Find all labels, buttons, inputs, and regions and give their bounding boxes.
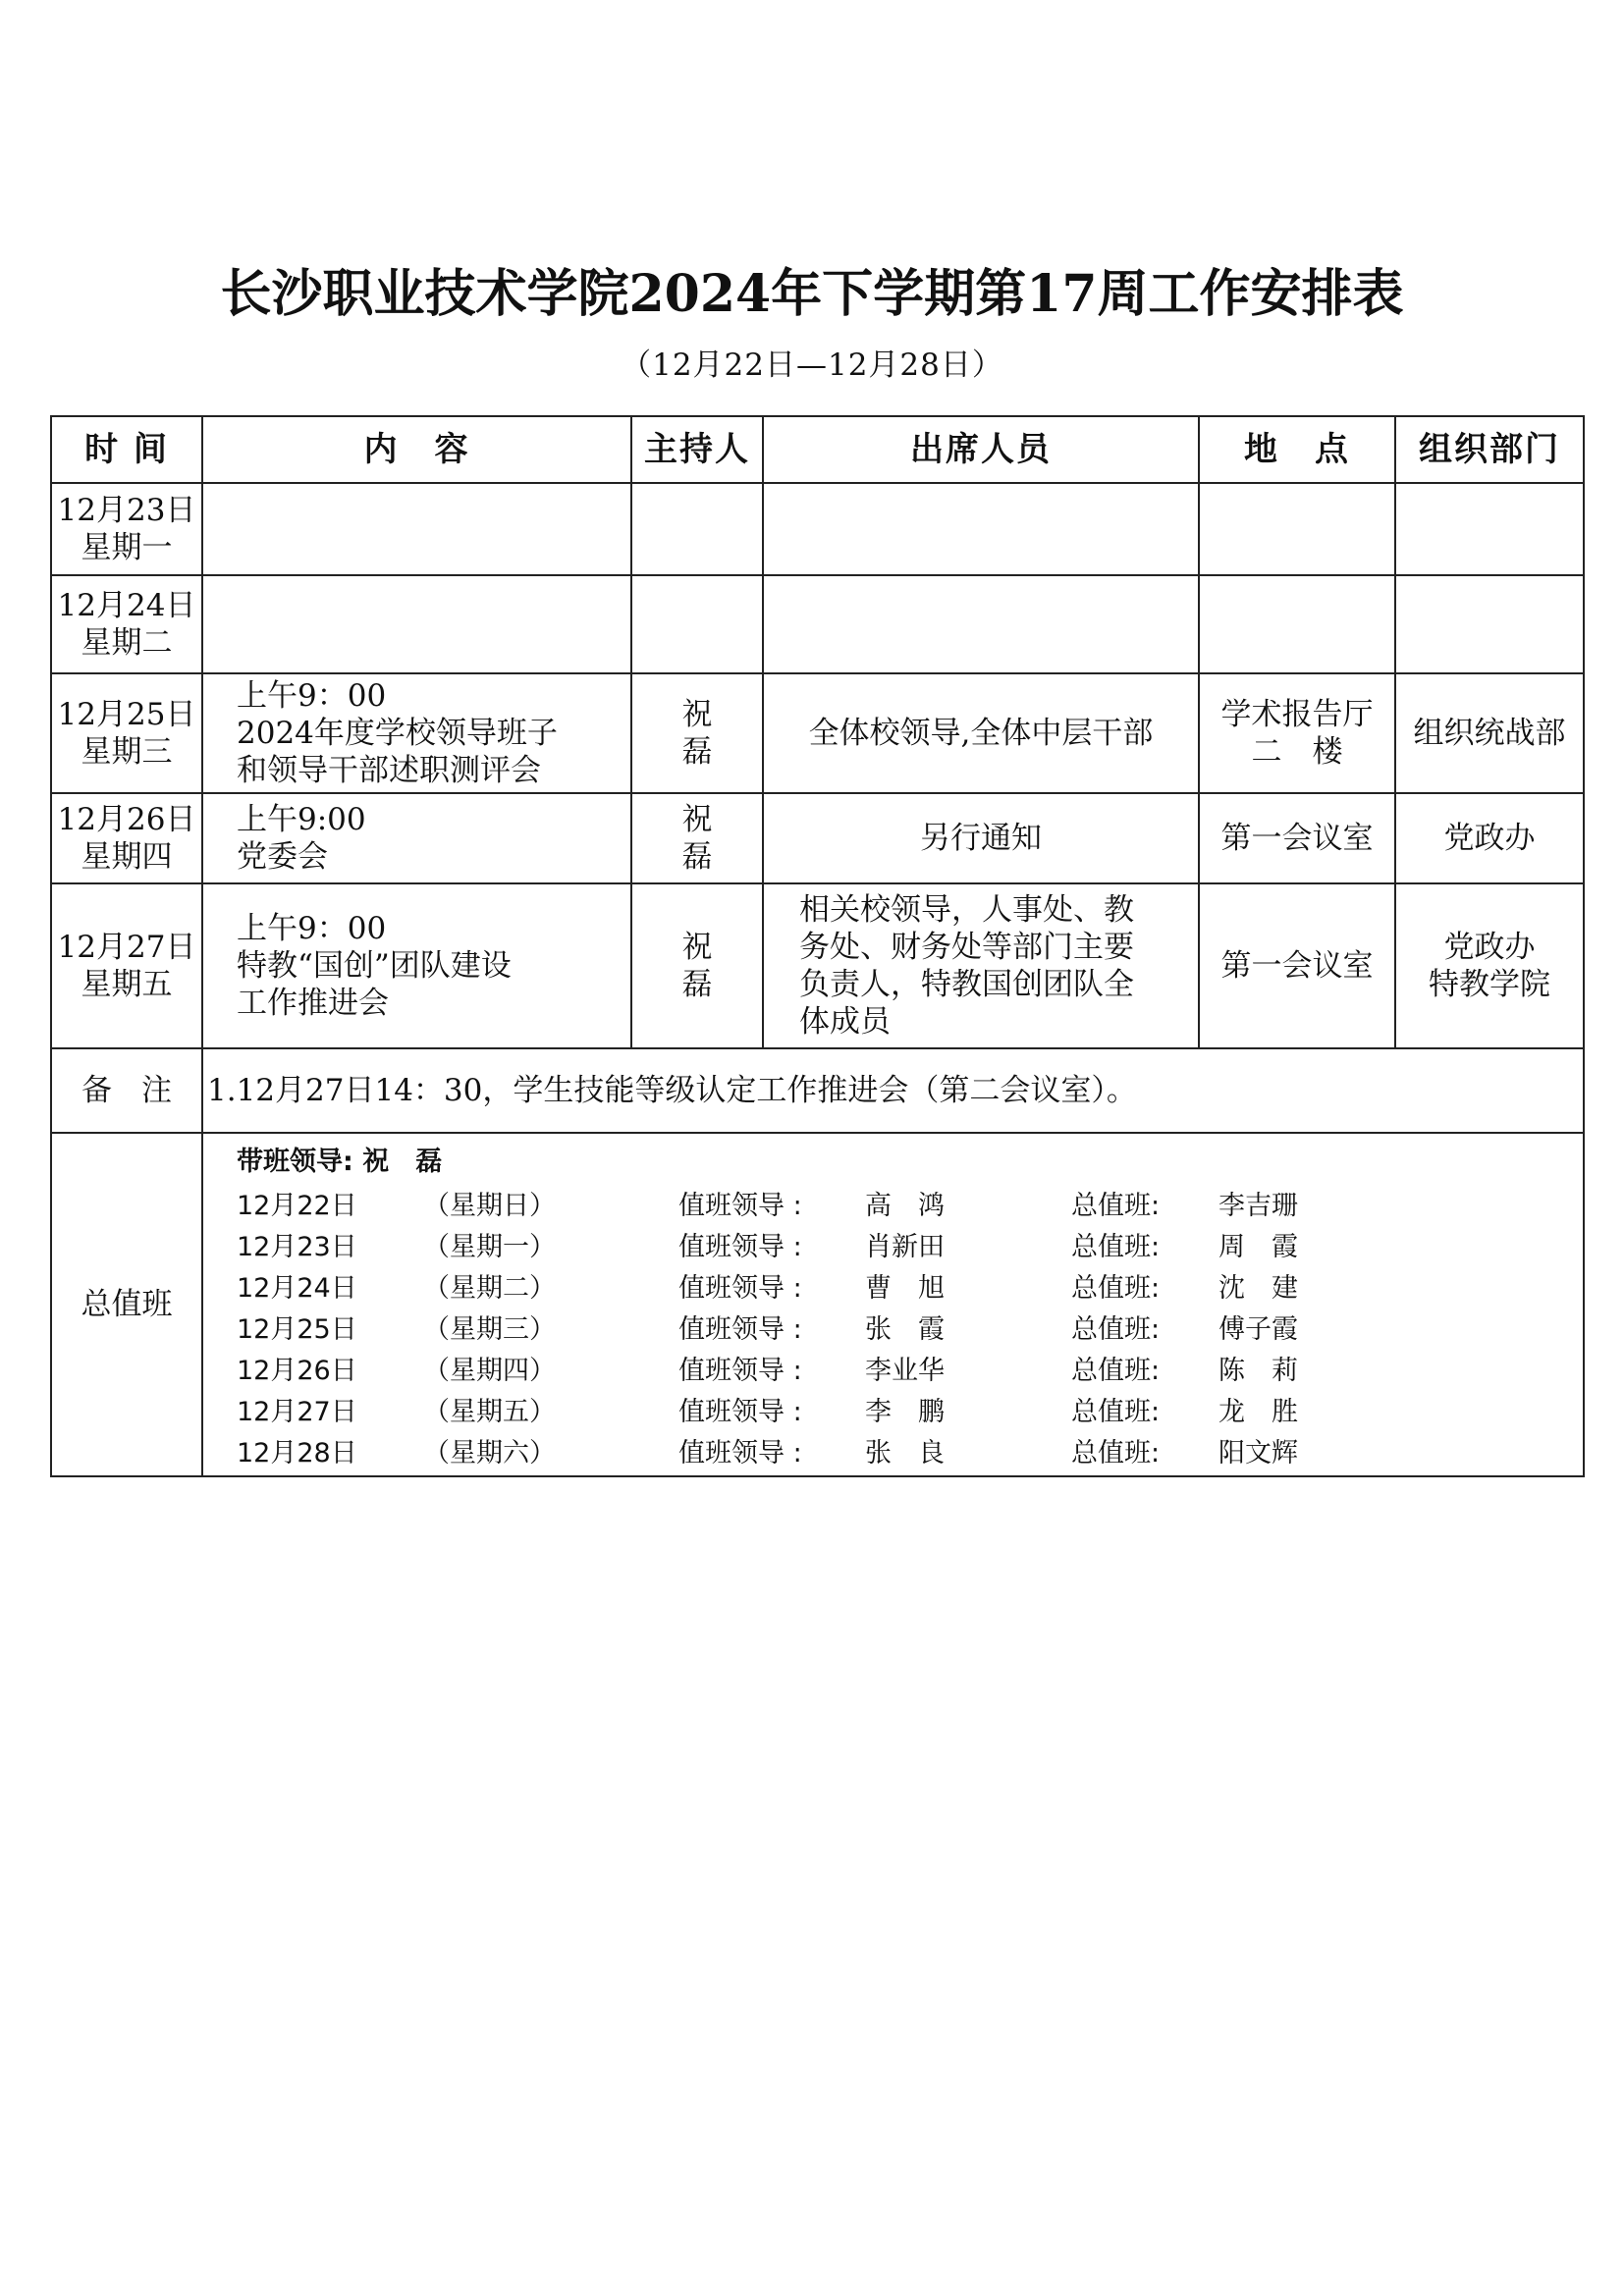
attendees-line: 全体校领导,全体中层干部 [808,716,1154,751]
date-cell [51,673,202,793]
duty-weekday: （星期一） [423,1232,556,1262]
notes-label: 备注 [51,1048,202,1133]
duty-label: 总值班 [51,1133,202,1476]
duty-lead-leader: 带班领导: 祝 磊 [237,1147,443,1177]
department-line: 组织统战部 [1413,716,1566,751]
attendees-cell [763,793,1199,883]
date-cell [51,483,202,575]
date-cell [51,883,202,1048]
duty-entry [237,1393,1611,1432]
duty-total: 陈 莉 [1218,1356,1298,1386]
host-cell: 祝磊 [631,673,763,793]
duty-weekday: （星期日） [423,1191,556,1221]
header-content: 内 容 [202,416,631,483]
duty-entry [237,1310,1611,1350]
location-cell [1199,483,1395,575]
header-host: 主持人 [631,416,763,483]
location-line: 第一会议室 [1220,821,1374,856]
header-time: 时 间 [51,416,202,483]
content-line: 特教“国创”团队建设 [237,948,512,984]
date-text: 12月24日 [57,588,196,623]
content-cell [202,673,631,793]
duty-leader-label: 值班领导 : [678,1438,802,1468]
duty-leader-label: 值班领导 : [678,1356,802,1386]
duty-leader-label: 值班领导 : [678,1273,802,1304]
duty-total-label: 总值班: [1071,1356,1161,1386]
attendees-line: 另行通知 [920,821,1042,856]
attendees-cell [763,673,1199,793]
content-line: 上午9：00 [237,678,387,714]
weekday-text: 星期三 [81,734,173,770]
duty-total-label: 总值班: [1071,1314,1161,1345]
duty-total: 李吉珊 [1218,1191,1298,1221]
table-row [51,793,1584,883]
department-cell [1395,673,1584,793]
location-cell [1199,673,1395,793]
duty-leader-label: 值班领导 : [678,1397,802,1427]
department-cell [1395,883,1584,1048]
duty-total: 周 霞 [1218,1232,1298,1262]
weekday-text: 星期二 [81,625,173,661]
department-cell [1395,575,1584,673]
content-cell [202,793,631,883]
attendees-cell [763,483,1199,575]
duty-leader: 曹 旭 [865,1273,945,1304]
content-line: 2024年度学校领导班子 [237,716,558,751]
content-line: 党委会 [237,839,328,875]
date-cell [51,575,202,673]
attendees-line: 负责人，特教国创团队全 [799,967,1134,1002]
date-range-subtitle: （12月22日—12月28日） [621,347,1003,383]
department-line: 党政办 [1443,821,1536,856]
location-cell [1199,883,1395,1048]
duty-leader: 李 鹏 [865,1397,945,1427]
duty-entry [237,1228,1611,1267]
schedule-table [50,415,1585,1477]
table-row [51,673,1584,793]
department-line: 党政办 [1443,930,1536,965]
duty-row [51,1133,1584,1476]
location-line: 第一会议室 [1220,948,1374,984]
attendees-cell [763,575,1199,673]
duty-leader: 李业华 [865,1356,945,1386]
content-line: 上午9:00 [237,802,366,837]
header-department: 组织部门 [1395,416,1584,483]
table-header-row [51,416,1584,483]
duty-total: 傅子霞 [1218,1314,1298,1345]
notes-text: 1.12月27日14：30，学生技能等级认定工作推进会（第二会议室）。 [202,1048,1584,1133]
notes-row [51,1048,1584,1133]
duty-leader: 张 良 [865,1438,945,1468]
department-cell [1395,483,1584,575]
host-cell [631,483,763,575]
duty-entry [237,1352,1611,1391]
duty-leader-label: 值班领导 : [678,1314,802,1345]
duty-leader: 张 霞 [865,1314,945,1345]
duty-total-label: 总值班: [1071,1191,1161,1221]
page-title: 长沙职业技术学院2024年下学期第17周工作安排表 [220,264,1404,324]
location-line: 二 楼 [1251,734,1343,770]
table-row [51,575,1584,673]
duty-total-label: 总值班: [1071,1397,1161,1427]
duty-roster [202,1133,1584,1476]
duty-leader: 肖新田 [865,1232,945,1262]
duty-weekday: （星期三） [423,1314,556,1345]
content-cell [202,883,631,1048]
content-line: 工作推进会 [237,986,389,1021]
duty-leader-label: 值班领导 : [678,1191,802,1221]
date-text: 12月27日 [57,930,196,965]
attendees-line: 务处、财务处等部门主要 [799,930,1134,965]
host-cell: 祝磊 [631,793,763,883]
weekday-text: 星期五 [81,967,173,1002]
weekday-text: 星期一 [81,530,173,565]
attendees-line: 体成员 [799,1004,891,1040]
content-line: 和领导干部述职测评会 [237,753,541,788]
host-cell [631,575,763,673]
duty-entry [237,1434,1611,1473]
department-cell [1395,793,1584,883]
duty-entry [237,1269,1611,1308]
content-cell [202,483,631,575]
duty-date: 12月23日 [237,1232,357,1262]
duty-entry [237,1187,1611,1226]
host-cell: 祝磊 [631,883,763,1048]
duty-date: 12月24日 [237,1273,357,1304]
duty-total: 阳文辉 [1218,1438,1298,1468]
header-location: 地 点 [1199,416,1395,483]
duty-date: 12月25日 [237,1314,357,1345]
table-row [51,883,1584,1048]
duty-date: 12月22日 [237,1191,357,1221]
duty-leader: 高 鸿 [865,1191,945,1221]
duty-total: 龙 胜 [1218,1397,1298,1427]
duty-total-label: 总值班: [1071,1232,1161,1262]
date-text: 12月25日 [57,697,196,732]
attendees-cell [763,883,1199,1048]
duty-weekday: （星期四） [423,1356,556,1386]
duty-weekday: （星期二） [423,1273,556,1304]
department-line: 特教学院 [1429,967,1550,1002]
duty-date: 12月27日 [237,1397,357,1427]
content-cell [202,575,631,673]
duty-weekday: （星期六） [423,1438,556,1468]
duty-leader-label: 值班领导 : [678,1232,802,1262]
location-cell [1199,793,1395,883]
content-line: 上午9：00 [237,911,387,946]
table-row [51,483,1584,575]
duty-weekday: （星期五） [423,1397,556,1427]
duty-total-label: 总值班: [1071,1273,1161,1304]
location-cell [1199,575,1395,673]
attendees-line: 相关校领导，人事处、教 [799,892,1134,928]
location-line: 学术报告厅 [1220,697,1374,732]
duty-total: 沈 建 [1218,1273,1298,1304]
duty-total-label: 总值班: [1071,1438,1161,1468]
date-text: 12月26日 [57,802,196,837]
duty-date: 12月28日 [237,1438,357,1468]
date-text: 12月23日 [57,493,196,528]
header-attendees: 出席人员 [763,416,1199,483]
date-cell [51,793,202,883]
weekday-text: 星期四 [81,839,173,875]
duty-date: 12月26日 [237,1356,357,1386]
